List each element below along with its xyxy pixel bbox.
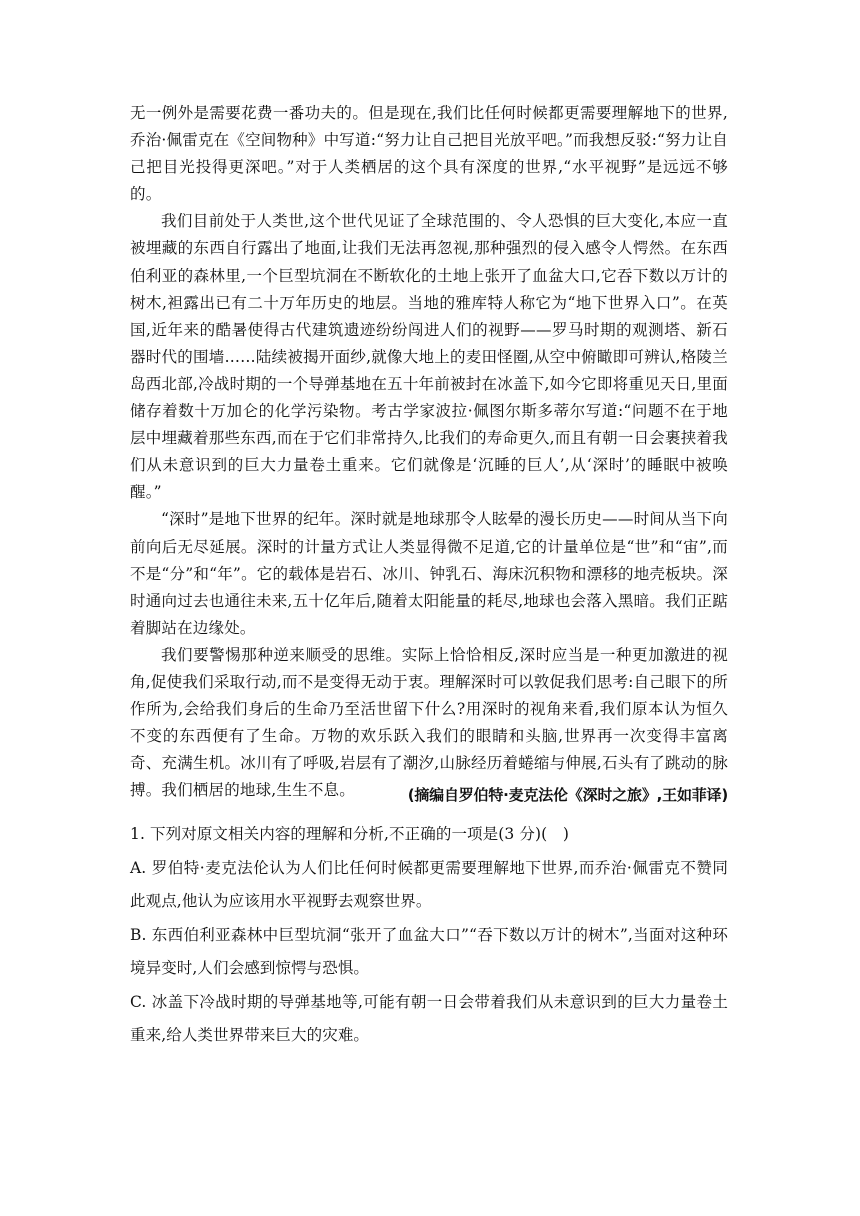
question-stem: 1. 下列对原文相关内容的理解和分析,不正确的一项是(3 分)( ) bbox=[130, 825, 570, 843]
option-c: C. 冰盖下冷战时期的导弹基地等,可能有朝一日会带着我们从未意识到的巨大力量卷土重来,给人类世界带来巨大的灾难。 bbox=[130, 992, 728, 1044]
question-block bbox=[130, 818, 728, 1053]
option-b: B. 东西伯利亚森林中巨型坑洞“张开了血盆大口”“吞下数以万计的树木”,当面对这种环境异变时,人们会感到惊愕与恐惧。 bbox=[130, 925, 728, 977]
reading-passage bbox=[130, 100, 728, 804]
passage-paragraph: 我们要警惕那种逆来顺受的思维。实际上恰恰相反,深时应当是一种更加激进的视角,促使我们采取行动,而不是变得无动于衷。理解深时可以敦促我们思考:自己眼下的所作所为,会给我们身后的生命乃至活世留下什么?用深时的视角来看,我们原本认为恒久不变的东西便有了生命。万物的欢乐跃入我们的眼睛和头脑,世界再一次变得丰富离奇、充满生机。冰川有了呼吸,岩层有了潮汐,山脉经历着蜷缩与伸展,石头有了跳动的脉搏。我们栖居的地球,生生不息。 bbox=[130, 645, 728, 800]
passage-source: (摘编自罗伯特·麦克法伦《深时之旅》,王如菲译) bbox=[407, 786, 728, 804]
passage-paragraph: 无一例外是需要花费一番功夫的。但是现在,我们比任何时候都更需要理解地下的世界,乔治·佩雷克在《空间物种》中写道:“努力让自己把目光放平吧。”而我想反驳:“努力让自己把目光投得更深吧。”对于人类栖居的这个具有深度的世界,“水平视野”是远远不够的。 bbox=[130, 104, 728, 204]
passage-paragraph: 我们目前处于人类世,这个世代见证了全球范围的、令人恐惧的巨大变化,本应一直被埋藏的东西自行露出了地面,让我们无法再忽视,那种强烈的侵入感令人愕然。在东西伯利亚的森林里,一个巨型坑洞在不断软化的土地上张开了血盆大口,它吞下数以万计的树木,袒露出已有二十万年历史的地层。当地的雅库特人称它为“地下世界入口”。在英国,近年来的酷暑使得古代建筑遗迹纷纷闯进人们的视野——罗马时期的观测塔、新石器时代的围墙……陆续被揭开面纱,就像大地上的麦田怪圈,从空中俯瞰即可辨认,格陵兰岛西北部,冷战时期的一个导弹基地在五十年前被封在冰盖下,如今它即将重见天日,里面储存着数十万加仑的化学污染物。考古学家波拉·佩图尔斯多蒂尔写道:“问题不在于地层中埋藏着那些东西,而在于它们非常持久,比我们的寿命更久,而且有朝一日会裹挟着我们从未意识到的巨大力量卷土重来。它们就像是‘沉睡的巨人’,从‘深时’的睡眠中被唤醒。” bbox=[130, 212, 728, 502]
passage-paragraph: “深时”是地下世界的纪年。深时就是地球那令人眩晕的漫长历史——时间从当下向前向后无尽延展。深时的计量方式让人类显得微不足道,它的计量单位是“世”和“宙”,而不是“分”和“年”。它的载体是岩石、冰川、钟乳石、海床沉积物和漂移的地壳板块。深时通向过去也通往未来,五十亿年后,随着太阳能量的耗尽,地球也会落入黑暗。我们正踮着脚站在边缘处。 bbox=[130, 510, 728, 637]
option-a: A. 罗伯特·麦克法伦认为人们比任何时候都更需要理解地下世界,而乔治·佩雷克不赞同此观点,他认为应该用水平视野去观察世界。 bbox=[130, 858, 728, 910]
